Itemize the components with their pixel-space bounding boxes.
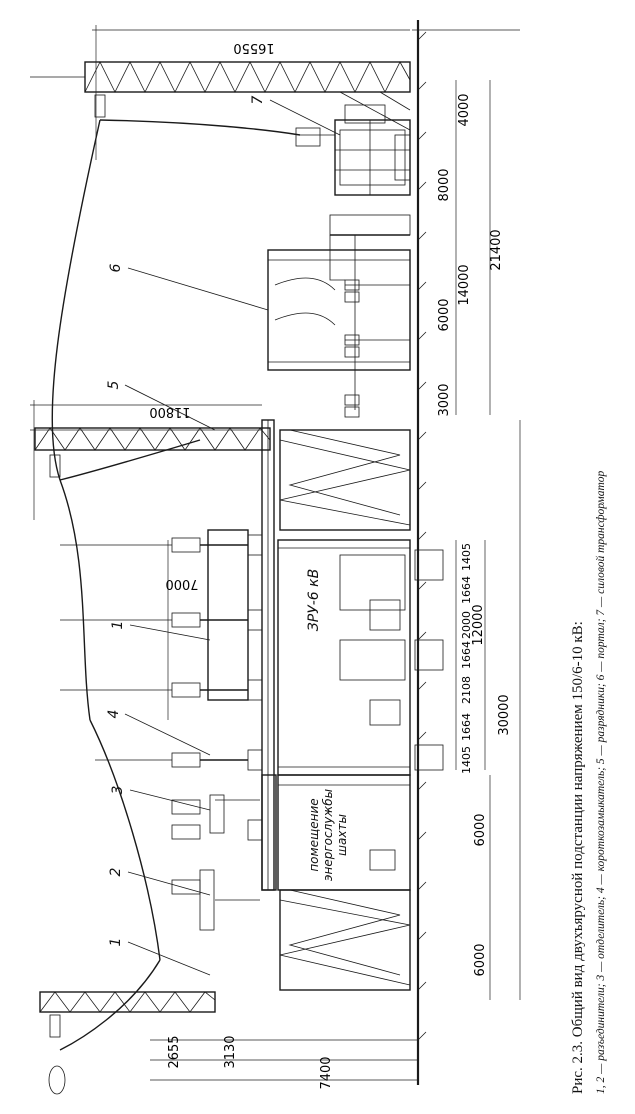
- dim-right-30000: 30000: [497, 694, 512, 736]
- callout-2: 2: [108, 867, 124, 877]
- middle-portal: [35, 428, 270, 450]
- callout-5: 5: [106, 380, 122, 390]
- dim-right-14000: 14000: [457, 264, 472, 306]
- cell-dimension-texts: [460, 543, 473, 774]
- dim-right-total: 21400: [489, 229, 504, 271]
- dim-right-6000: 6000: [437, 298, 452, 332]
- dim-right-4000: 4000: [457, 93, 472, 127]
- truss-upper: [280, 430, 410, 530]
- dim-bottom-7400: 7400: [319, 1056, 334, 1090]
- callout-6: 6: [108, 263, 124, 273]
- ground-hatch: [418, 32, 426, 1040]
- room-label-2: энергослужбы: [321, 788, 335, 882]
- dim-bottom-3130: 3130: [223, 1035, 238, 1069]
- building-labels: [306, 569, 322, 631]
- cell-dim-3: 2000: [460, 611, 473, 639]
- dim-right-6000c: 6000: [473, 943, 488, 977]
- portal-frame: [268, 235, 410, 410]
- cell-dim-6: 1664: [460, 713, 473, 741]
- callout-4: 4: [106, 709, 122, 719]
- wire-insulators: [49, 95, 105, 1094]
- power-transformer: [296, 105, 410, 235]
- callout-1-upper: 1: [110, 620, 126, 630]
- caption-line1: Рис. 2.3. Общий вид двухъярусной подстанции напряжением 150/6-10 кВ:: [570, 621, 586, 1094]
- room-labels: [307, 789, 349, 881]
- dim-top-span: 16550: [233, 40, 275, 55]
- dim-right-12000: 12000: [471, 604, 486, 646]
- dim-right-6000b: 6000: [473, 813, 488, 847]
- cell-dim-2: 1664: [460, 576, 473, 604]
- cell-dim-5: 2108: [460, 676, 473, 704]
- dim-left-7000: 7000: [165, 576, 199, 591]
- caption: [570, 470, 607, 1094]
- zru-label: ЗРУ-6 кВ: [306, 568, 322, 632]
- cell-dim-1: 1405: [460, 543, 473, 571]
- dim-bottom-2655: 2655: [167, 1035, 182, 1069]
- dim-right-8000: 8000: [437, 168, 452, 202]
- caption-line2: 1, 2 — разъединители; 3 — отделитель; 4 — короткозамыкатель; 5 — разрядники; 6 — портал; 7 — силовой трансформатор: [595, 470, 607, 1094]
- callout-1-lower: 1: [108, 937, 124, 947]
- arrester-insulators: [345, 280, 359, 417]
- cell-dim-7: 1405: [460, 746, 473, 774]
- upper-disconnectors: [60, 530, 260, 930]
- upper-deck: [248, 420, 274, 890]
- room-label-3: шахты: [335, 814, 349, 856]
- callout-numbers: [106, 95, 266, 946]
- dim-portal-11800: 11800: [149, 404, 191, 419]
- callout-3: 3: [110, 785, 126, 795]
- room-label-1: помещение: [307, 798, 321, 872]
- dim-right-3000: 3000: [437, 383, 452, 417]
- cell-dim-4: 1664: [460, 641, 473, 669]
- dimension-texts: [149, 40, 512, 1090]
- truss-lower: [280, 890, 410, 990]
- callout-7: 7: [250, 95, 266, 105]
